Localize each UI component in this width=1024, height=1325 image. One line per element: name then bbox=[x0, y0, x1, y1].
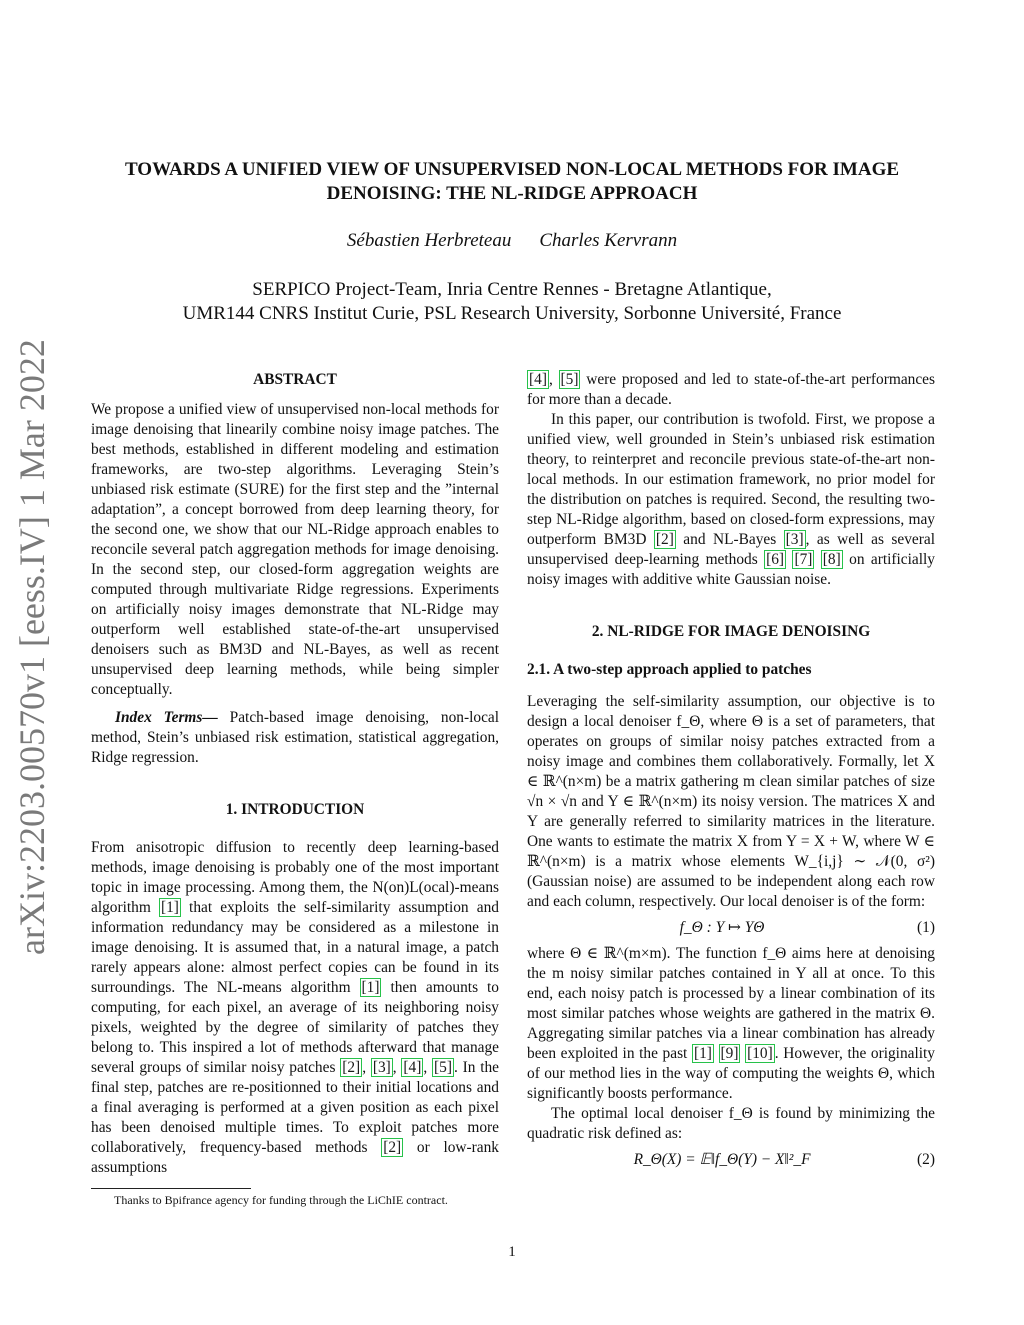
citation-link[interactable]: [5] bbox=[434, 1059, 452, 1076]
affiliation-line-1: SERPICO Project-Team, Inria Centre Rennes - Bretagne Atlantique, bbox=[252, 279, 772, 300]
section-2-paragraph-1: Leveraging the self-similarity assumption, our objective is to design a local denoiser f_Θ, where Θ is a set of parameters, that operates on groups of similar noisy patches extracted from a noisy image and combines them collaboratively. Formally, let X ∈ ℝ^(n×m) be a matrix gathering m clean similar patches of size √n × √n and Y ∈ ℝ^(n×m) its noisy version. The matrices X and Y are generally referred to similarity matrices in the literature. One wants to estimate the matrix X from Y = X + W, where W ∈ ℝ^(n×m) is a matrix whose elements W_{i,j} ∼ 𝒩(0, σ²) (Gaussian noise) are assumed to be independent along each row and each column, respectively. Our local denoiser is of the form: bbox=[527, 693, 935, 910]
abstract-heading: ABSTRACT bbox=[253, 371, 337, 388]
citation-link[interactable]: [9] bbox=[720, 1045, 739, 1062]
abstract-body: We propose a unified view of unsupervised non-local methods for image denoising that linearily combine noisy image patches. The best methods, established in different modeling and estimation frameworks, are two-step algorithms. Leveraging Stein’s unbiased risk estimate (SURE) for the first step and the ”internal adaptation”, a concept borrowed from deep learning theory, for the second one, we show that our NL-Ridge approach enables to reconcile several patch aggregation methods for image denoising. In the second step, our closed-form aggregation weights are computed through multivariate Ridge regressions. Experiments on artificially noisy images demonstrate that NL-Ridge may outperform well established state-of-the-art unsupervised denoisers such as BM3D and NL-Bayes, as well as recent unsupervised deep learning methods, while being simpler conceptually. bbox=[91, 401, 499, 698]
citation-link[interactable]: [3] bbox=[372, 1059, 391, 1076]
affiliation-line-2: UMR144 CNRS Institut Curie, PSL Research University, Sorbonne Université, France bbox=[182, 303, 842, 324]
paper-title bbox=[90, 158, 934, 206]
index-terms bbox=[91, 708, 499, 768]
citation-link[interactable]: [1] bbox=[361, 979, 380, 996]
citation-link[interactable]: [5] bbox=[560, 371, 579, 388]
title-line-2: DENOISING: THE NL-RIDGE APPROACH bbox=[326, 183, 698, 204]
page-number: 1 bbox=[508, 1244, 516, 1260]
intro-paragraph-2: In this paper, our contribution is twofold. First, we propose a unified view, well grounded in Stein’s unbiased risk estimation theory, to reinterpret and reconcile previous state-of-the-art non-local methods. In our estimation framework, no prior model for the distribution on patches is required. Second, the resulting two-step NL-Ridge algorithm, based on closed-form expressions, may outperform BM3D [2] and NL-Bayes [3] , as well as several unsupervised deep-learning methods [6] [7] [8] on artificially noisy images with additive white Gaussian noise. bbox=[527, 411, 935, 588]
citation-link[interactable]: [6] bbox=[766, 551, 785, 568]
affiliation bbox=[90, 278, 934, 326]
citation-link[interactable]: [1] bbox=[160, 899, 179, 916]
subsection-2-1-heading: 2.1. A two-step approach applied to patches bbox=[527, 661, 812, 678]
equation-2-number: (2) bbox=[917, 1151, 935, 1168]
section-2-paragraph-3: The optimal local denoiser f_Θ is found by minimizing the quadratic risk defined as: bbox=[527, 1105, 935, 1142]
author-name: Charles Kervrann bbox=[539, 230, 678, 251]
citation-link[interactable]: [4] bbox=[529, 371, 547, 388]
citation-link[interactable]: [4] bbox=[403, 1059, 422, 1076]
author-name: Sébastien Herbreteau bbox=[346, 230, 512, 251]
equation-1-number: (1) bbox=[917, 919, 935, 936]
index-terms-label: Index Terms— bbox=[115, 709, 218, 726]
intro-paragraph-1: From anisotropic diffusion to recently deep learning-based methods, image denoising is probably one of the most important topic in image processing. Among them, the N(on)L(ocal)-means algorithm [1] that exploits the self-similarity assumption and information redundancy may be considered as a milestone in image denoising. It is assumed that, in a natural image, a patch rarely appears alone: almost perfect copies can be found in its surroundings. The NL-means algorithm [1] then amounts to computing, for each pixel, an average of its neighboring noisy pixels, weighted by the degree of similarity of patches they belong to. This inspired a lot of methods afterward that manage several groups of similar noisy patches [2] , [3] , [4] , [5] . In the final step, patches are re-positionned to their initial locations and a final averaging is performed at a given position as each pixel has been denoised multiple times. To exploit patches more collaboratively, frequency-based methods [2] or low-rank assumptions bbox=[91, 839, 500, 1176]
citation-link[interactable]: [7] bbox=[794, 551, 813, 568]
title-line-1: TOWARDS A UNIFIED VIEW OF UNSUPERVISED NON-LOCAL METHODS FOR IMAGE bbox=[124, 159, 900, 180]
equation-2-body: R_Θ(X) = 𝔼‖f_Θ(Y) − X‖²_F bbox=[633, 1151, 811, 1168]
arxiv-stamp: arXiv:2203.00570v1 [eess.IV] 1 Mar 2022 bbox=[12, 339, 52, 955]
section-2-paragraph-2: where Θ ∈ ℝ^(m×m). The function f_Θ aims here at denoising the m noisy similar patches contained in Y all at once. To this end, each noisy patch is processed by a linear combination of its most similar patches whose weights are gathered in the matrix Θ. Aggregating similar patches via a linear combination has already been exploited in the past [1] [9] [10] . However, the originality of our method lies in the way of computing the weights Θ, which significantly boosts performance. bbox=[527, 945, 936, 1102]
equation-1-body: f_Θ : Y ↦ YΘ bbox=[679, 919, 765, 936]
citation-link[interactable]: [2] bbox=[342, 1059, 361, 1076]
section-2-heading: 2. NL-RIDGE FOR IMAGE DENOISING bbox=[591, 623, 871, 640]
citation-link[interactable]: [3] bbox=[785, 531, 804, 548]
citation-link[interactable]: [8] bbox=[822, 551, 841, 568]
footnote-divider bbox=[91, 1188, 251, 1189]
left-column bbox=[91, 370, 499, 1178]
citation-link[interactable]: [2] bbox=[383, 1139, 402, 1156]
footnote: Thanks to Bpifrance agency for funding through the LiChIE contract. bbox=[114, 1193, 448, 1207]
citation-link[interactable]: [2] bbox=[655, 531, 674, 548]
citation-link[interactable]: [10] bbox=[747, 1045, 773, 1062]
author-list bbox=[90, 230, 934, 252]
right-column bbox=[527, 370, 935, 1170]
introduction-heading: 1. INTRODUCTION bbox=[225, 801, 365, 818]
equation-2 bbox=[527, 1150, 935, 1170]
intro-paragraph-1-continued: [4] , [5] were proposed and led to state-of-the-art performances for more than a decade. bbox=[527, 371, 936, 408]
citation-link[interactable]: [1] bbox=[693, 1045, 712, 1062]
index-terms-text: Patch-based image denoising, non-local method, Stein’s unbiased risk estimation, statistical aggregation, Ridge regression. bbox=[91, 709, 500, 766]
equation-1 bbox=[527, 918, 935, 938]
